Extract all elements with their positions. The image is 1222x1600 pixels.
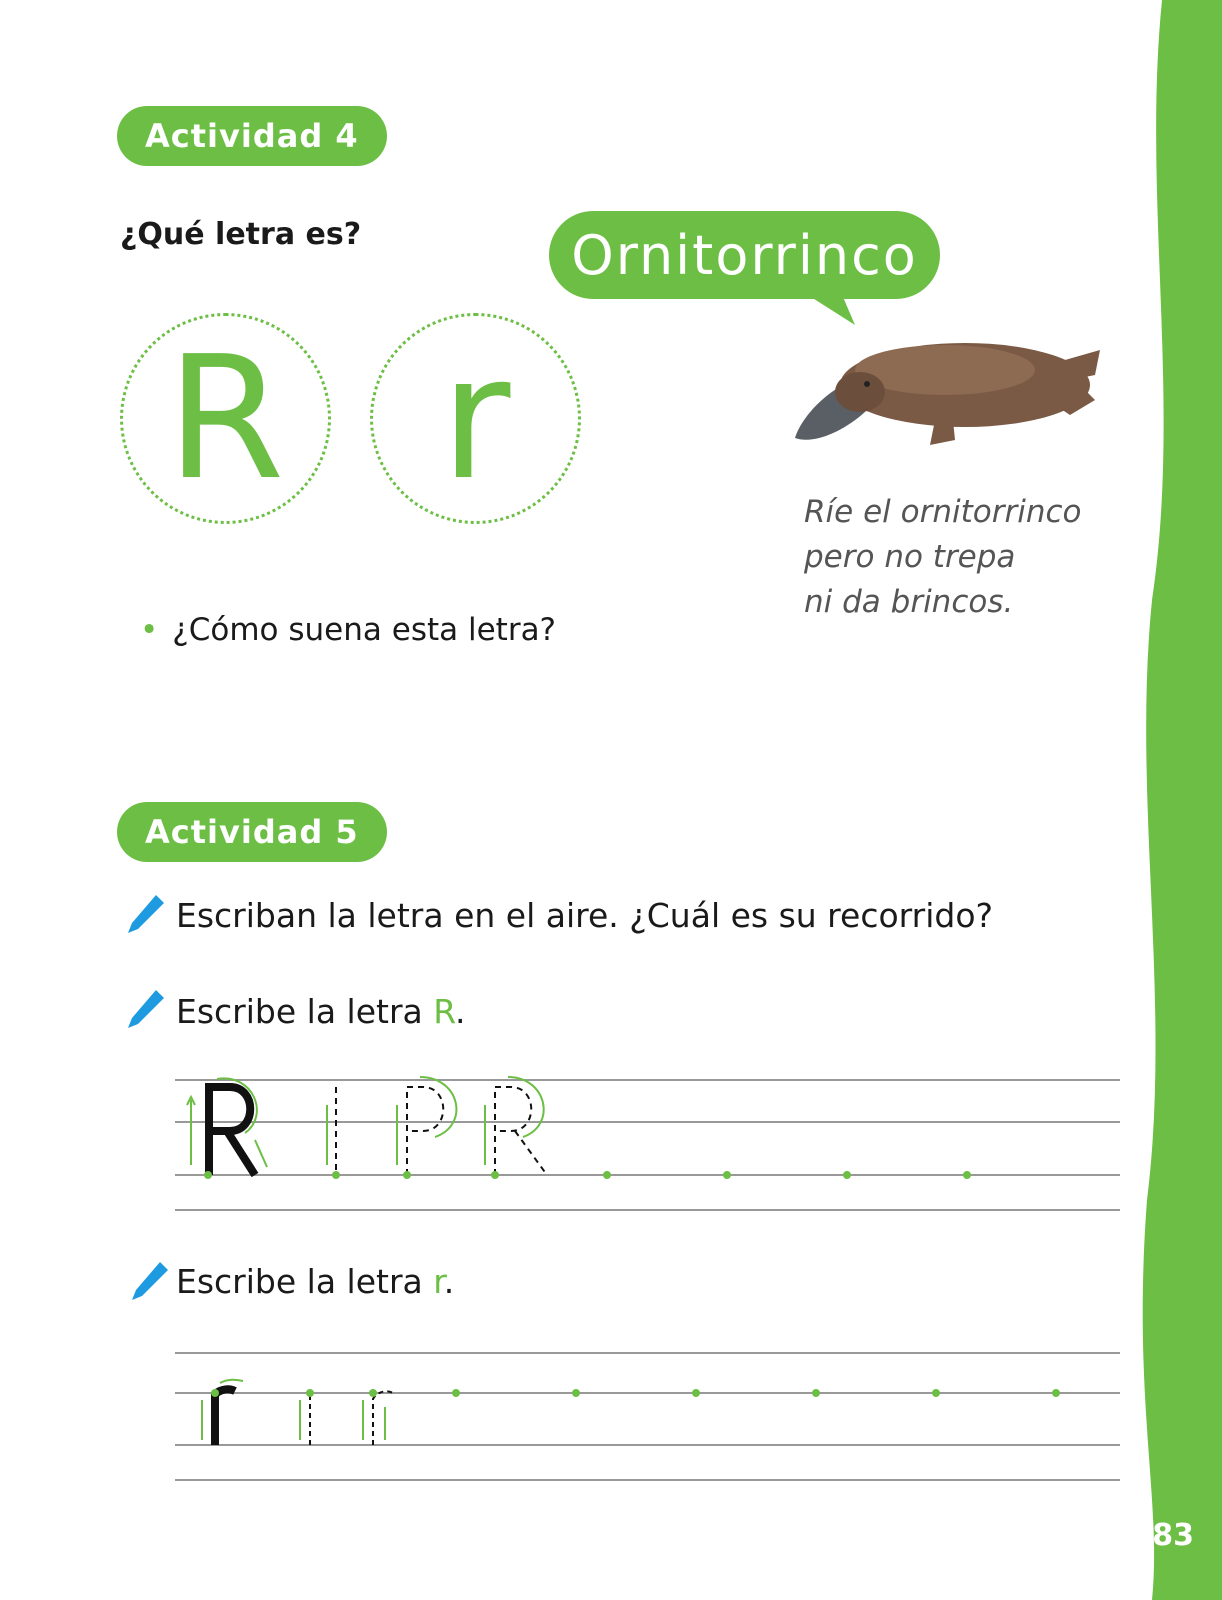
question-heading: ¿Qué letra es? [120, 217, 362, 252]
bullet-question [140, 612, 556, 648]
upper-letter-circle [120, 313, 331, 524]
instruction-air: Escriban la letra en el aire. ¿Cuál es su recorrido? [176, 896, 994, 935]
instruction-lower [176, 1262, 454, 1301]
rhyme-text [804, 490, 1081, 625]
instruction-lower-period: . [443, 1262, 455, 1301]
activity-4-label: Actividad 4 [117, 106, 387, 166]
instruction-upper-letter: R [433, 992, 455, 1031]
platypus-image [795, 320, 1115, 460]
lower-letter-circle [370, 313, 581, 524]
lower-letter: r [440, 319, 511, 518]
instruction-lower-letter: r [433, 1262, 444, 1301]
page-side-band [1132, 0, 1222, 1600]
bullet-icon: • [140, 612, 159, 648]
rhyme-line-3: ni da brincos. [804, 584, 1014, 620]
instruction-upper [176, 992, 466, 1031]
pencil-icon [126, 893, 166, 935]
instruction-lower-text: Escribe la letra [176, 1262, 434, 1301]
rhyme-line-1: Ríe el ornitorrinco [804, 494, 1082, 530]
rhyme-line-2: pero no trepa [804, 539, 1016, 575]
writing-lines-upper[interactable] [175, 1075, 1120, 1225]
instruction-upper-period: . [455, 992, 466, 1031]
bubble-word: Ornitorrinco [571, 223, 918, 287]
bullet-question-text: ¿Cómo suena esta letra? [172, 612, 557, 648]
upper-letter: R [166, 319, 285, 518]
pencil-icon [126, 988, 166, 1030]
page-number: 83 [1152, 1518, 1194, 1553]
speech-bubble [549, 211, 940, 299]
instruction-upper-text: Escribe la letra [176, 992, 434, 1031]
writing-lines-lower[interactable] [175, 1345, 1120, 1490]
pencil-icon [130, 1260, 170, 1302]
activity-5-label: Actividad 5 [117, 802, 387, 862]
